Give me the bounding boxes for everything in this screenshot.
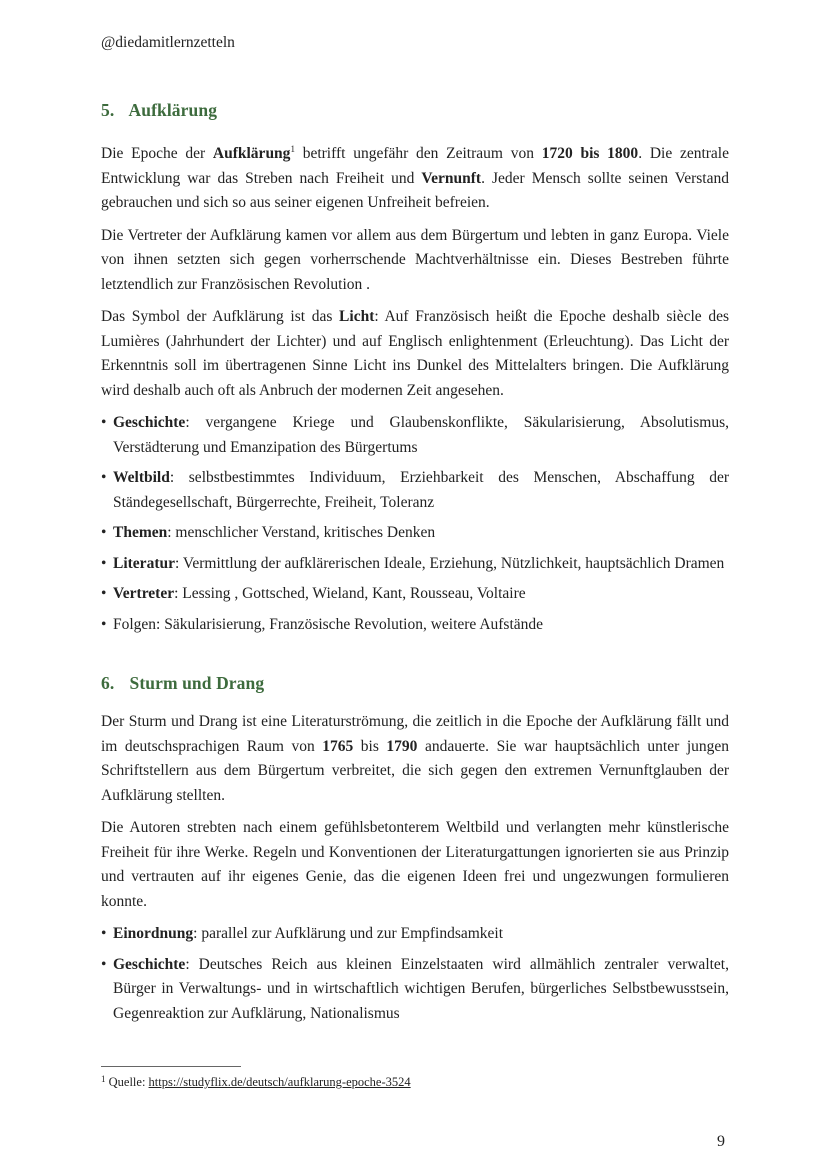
footnote-prefix: Quelle: (105, 1075, 149, 1089)
text: . Jeder Mensch sollte seinen Verstand gebrauchen und sich so aus seiner eigenen Unfreiheit befreien. (101, 169, 729, 211)
bullet-list (101, 922, 729, 1026)
list-item (101, 953, 729, 1027)
page-number: 9 (717, 1133, 725, 1150)
bold-term: 1720 bis 1800 (541, 145, 639, 162)
author-handle: @diedamitlernzetteln (101, 34, 235, 51)
bold-term: Vernunft (421, 169, 482, 187)
bullet-text: : selbstbestimmtes Individuum, Erziehbarkeit des Menschen, Abschaffung der Ständegesellschaft, Bürgerrechte, Freiheit, Toleranz (113, 469, 729, 511)
list-item: • Folgen: Säkularisierung, Französische Revolution, weitere Aufstände (101, 613, 729, 638)
bullet-label: Literatur (113, 554, 175, 572)
list-item (101, 552, 729, 577)
bullet-label: Geschichte (113, 955, 186, 973)
paragraph: Die Vertreter der Aufklärung kamen vor allem aus dem Bürgertum und lebten in ganz Europa. Viele von ihnen setzten sich gegen vorherrschende Machtverhältnisse ein. Dieses Bestreben führte letztendlich zur Französischen Revolution . (101, 226, 729, 293)
list-item (101, 922, 729, 947)
bullet-label: Weltbild (113, 469, 170, 486)
footnote-divider (101, 1066, 241, 1067)
list-item (101, 411, 729, 460)
footnote-reference[interactable]: 1 (290, 144, 295, 154)
paragraph (101, 137, 729, 216)
bullet-text: : parallel zur Aufklärung und zur Empfindsamkeit (193, 925, 504, 942)
text: . Die zentrale Entwicklung war das Streben nach Freiheit und (101, 145, 729, 187)
list-item (101, 466, 729, 515)
list-item (101, 582, 729, 607)
bold-term: Aufklärung (212, 145, 291, 162)
text: Die Epoche der (101, 145, 213, 162)
section-title: Aufklärung (128, 100, 218, 120)
footnote (101, 1074, 411, 1090)
bullet-text: : vergangene Kriege und Glaubenskonflikte, Säkularisierung, Absolutismus, Verstädterung und Emanzipation des Bürgertums (113, 414, 729, 456)
paragraph: Die Autoren strebten nach einem gefühlsbetonterem Weltbild und verlangten mehr künstlerische Freiheit für ihre Werke. Regeln und Konventionen der Literaturgattungen ignorierten sie aus Prinzip und vertrauten auf ihr eigenes Genie, das die eigenen Ideen frei und ungezwungen formulieren konnte. (101, 819, 729, 910)
paragraph (101, 710, 729, 808)
section-number: 5. (101, 100, 115, 120)
bold-term: 1790 (386, 737, 418, 755)
footnote-marker: 1 (101, 1074, 106, 1084)
text: : Auf Französisch heißt die Epoche deshalb siècle des Lumières (Jahrhundert der Lichter) und auf Englisch enlightenment (Erleuchtung). Das Licht der Erkenntnis soll im übertragenen Sinne Licht ins Dunkel des Mittelalters bringen. Die Aufklärung wird deshalb auch oft als Anbruch der modernen Zeit angesehen. (101, 308, 729, 399)
bullet-text: : Vermittlung der aufklärerischen Ideale, Erziehung, Nützlichkeit, hauptsächlich Dramen (174, 554, 725, 572)
bullet-label: Vertreter (113, 585, 175, 602)
bullet-list (101, 411, 729, 637)
bold-term: 1765 (322, 737, 354, 755)
text: andauerte. Sie war hauptsächlich unter jungen Schriftstellern aus dem Bürgertum verbreitet, die sich gegen den extremen Vernunftglauben der Aufklärung stellten. (101, 737, 729, 804)
page-content (101, 100, 729, 1032)
text: betrifft ungefähr den Zeitraum von (294, 145, 542, 162)
paragraph (101, 305, 729, 403)
text: Das Symbol der Aufklärung ist das (101, 308, 340, 325)
bullet-text: : Deutsches Reich aus kleinen Einzelstaaten wird allmählich zentraler verwaltet, Bürger in Verwaltungs- und in wirtschaftlich wichtigen Berufen, bürgerliches Selbstbewusstsein, Gegenreaktion zur Aufklärung, Nationalismus (113, 955, 729, 1022)
bullet-text: : Lessing , Gottsched, Wieland, Kant, Rousseau, Voltaire (174, 585, 526, 602)
section-number: 6. (101, 673, 115, 693)
section-title: Sturm und Drang (129, 673, 265, 693)
footnote-link[interactable]: https://studyflix.de/deutsch/aufklarung-epoche-3524 (148, 1075, 411, 1089)
bullet-label: Geschichte (113, 414, 186, 431)
section-heading-aufklaerung (101, 100, 729, 121)
bullet-label: Themen (113, 524, 168, 541)
bullet-label: Einordnung (113, 925, 194, 942)
list-item (101, 521, 729, 546)
section-heading-sturm-und-drang (101, 673, 729, 694)
text: bis (353, 737, 387, 755)
bold-term: Licht (339, 308, 375, 325)
text: Der Sturm und Drang ist eine Literaturströmung, die zeitlich in die Epoche der Aufklärung fällt und im deutschsprachigen Raum von (101, 713, 729, 755)
bullet-text: : menschlicher Verstand, kritisches Denken (167, 524, 436, 541)
